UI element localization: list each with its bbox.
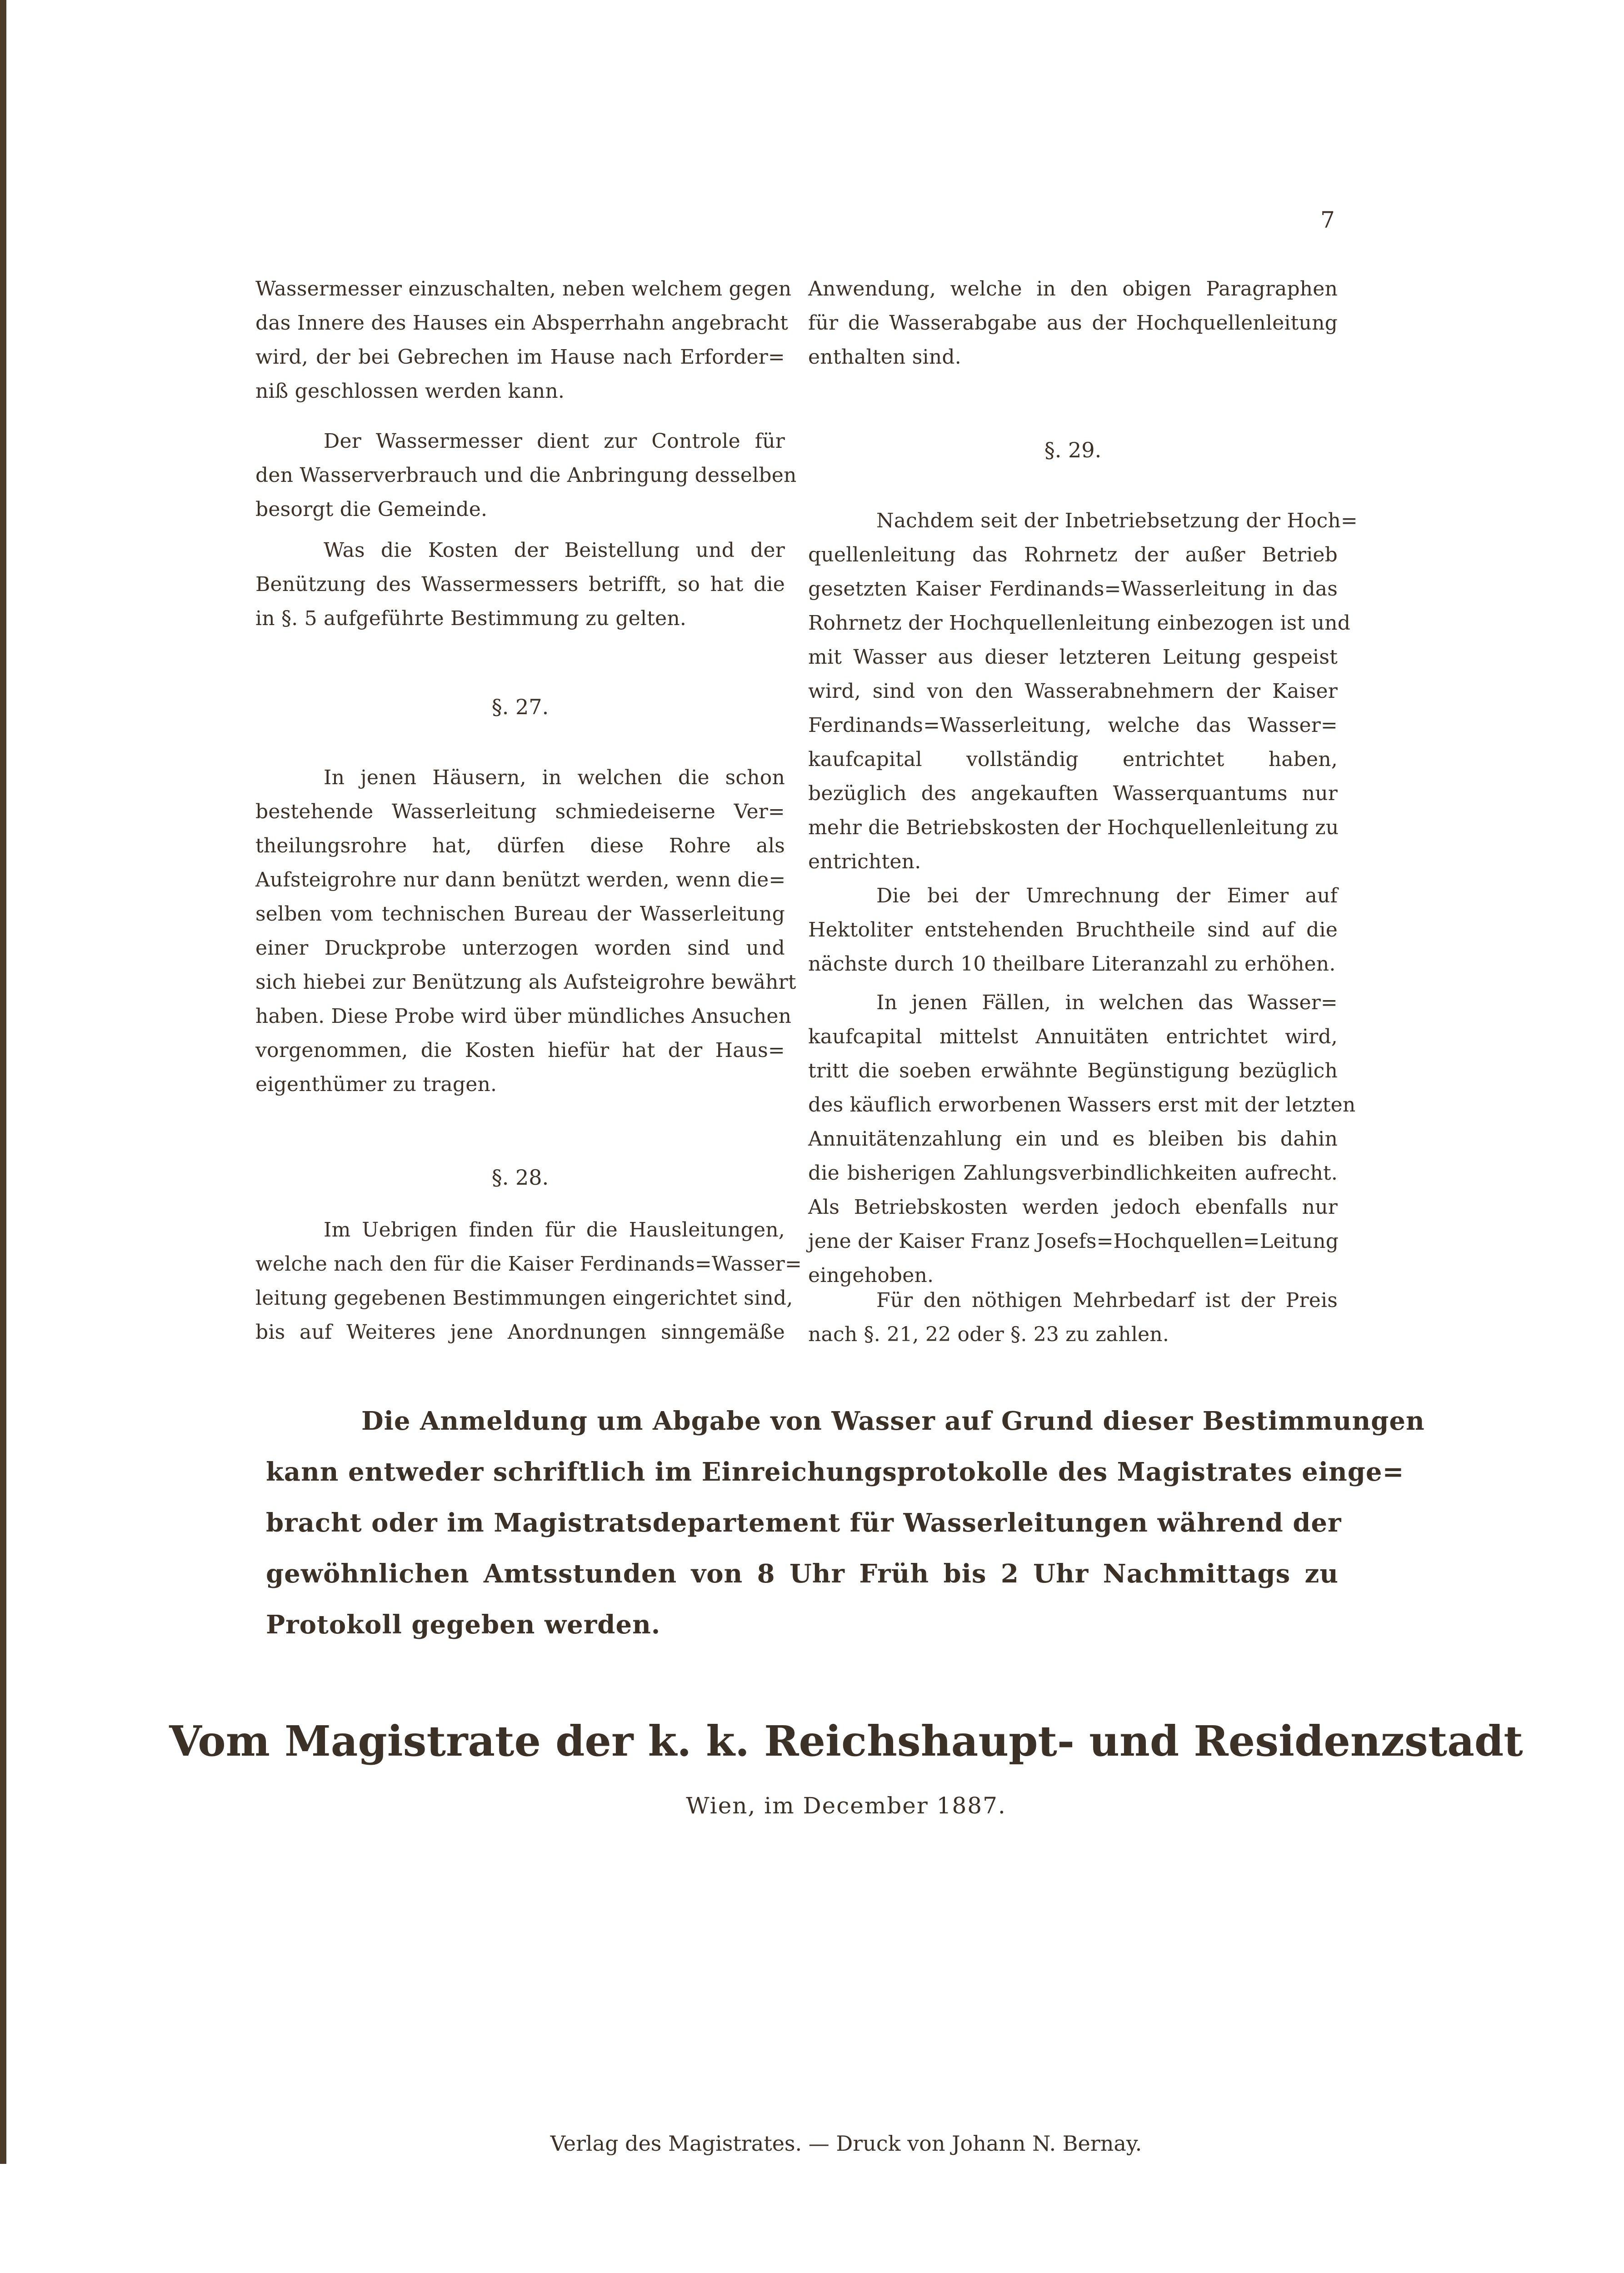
binding-edge [0,0,6,2164]
paragraph [808,986,1356,1292]
text-line: Im Uebrigen finden für die Hausleitungen, [324,1218,785,1242]
text-line: In jenen Fällen, in welchen das Wasser= [876,991,1338,1014]
paragraph [255,761,796,1101]
notice-line: Protokoll gegeben werden. [266,1610,661,1640]
text-line: enthalten sind. [808,345,961,369]
section-heading: §. 29. [1044,438,1102,462]
text-line: mehr die Betriebskosten der Hochquellenleitung zu [808,816,1339,839]
text-line: haben. Diese Probe wird über mündliches Ansuchen [255,1005,792,1028]
paragraph [808,272,1338,374]
text-line: einer Druckprobe unterzogen worden sind und [255,936,785,960]
text-line: theilungsrohre hat, dürfen diese Rohre als [255,834,785,857]
registration-notice [266,1396,1425,1650]
text-line: entrichten. [808,850,921,873]
text-line: Was die Kosten der Beistellung und der [324,539,785,562]
text-line: die bisherigen Zahlungsverbindlichkeiten aufrecht. [808,1162,1338,1185]
text-line: Wassermesser einzuschalten, neben welchem gegen [255,277,792,300]
page-number: 7 [1320,207,1335,233]
text-line: tritt die soeben erwähnte Begünstigung bezüglich [808,1059,1338,1082]
paragraph [255,272,792,408]
text-line: Anwendung, welche in den obigen Paragraphen [808,277,1338,300]
section-heading: §. 27. [491,695,549,719]
text-line: wird, sind von den Wasserabnehmern der Kaiser [808,680,1338,703]
text-line: kaufcapital mittelst Annuitäten entrichtet wird, [808,1025,1338,1048]
text-line: sich hiebei zur Benützung als Aufsteigrohre bewährt [255,971,796,994]
text-line: Als Betriebskosten werden jedoch ebenfalls nur [808,1196,1338,1219]
issuer-title: Vom Magistrate der k. k. Reichshaupt- und Residenzstadt [169,1717,1523,1766]
text-line: quellenleitung das Rohrnetz der außer Betrieb [808,543,1338,566]
text-line: Annuitätenzahlung ein und es bleiben bis dahin [808,1127,1338,1151]
paragraph [808,1283,1338,1352]
paragraph [808,504,1358,879]
text-line: In jenen Häusern, in welchen die schon [324,766,785,789]
text-line: das Innere des Hauses ein Absperrhahn angebracht [255,311,788,335]
text-line: bestehende Wasserleitung schmiedeiserne Ver= [255,800,785,823]
text-line: Aufsteigrohre nur dann benützt werden, wenn die= [255,868,786,891]
text-line: für die Wasserabgabe aus der Hochquellenleitung [808,311,1338,335]
text-line: gesetzten Kaiser Ferdinands=Wasserleitung in das [808,577,1338,601]
text-line: des käuflich erworbenen Wassers erst mit der letzten [808,1093,1356,1116]
notice-line: Die Anmeldung um Abgabe von Wasser auf Grund dieser Bestimmungen [361,1406,1425,1436]
text-line: selben vom technischen Bureau der Wasserleitung [255,902,785,926]
text-line: leitung gegebenen Bestimmungen eingerichtet sind, [255,1287,793,1310]
text-line: wird, der bei Gebrechen im Hause nach Erforder= [255,345,785,369]
text-line: Hektoliter entstehenden Bruchtheile sind auf die [808,918,1338,941]
text-line: niß geschlossen werden kann. [255,380,565,403]
text-line: bis auf Weiteres jene Anordnungen sinngemäße [255,1321,785,1344]
text-line: nächste durch 10 theilbare Literanzahl zu erhöhen. [808,952,1336,976]
paragraph [255,424,797,526]
issue-date: Wien, im December 1887. [686,1792,1006,1819]
text-line: vorgenommen, die Kosten hiefür hat der Haus= [255,1039,785,1062]
text-line: jene der Kaiser Franz Josefs=Hochquellen=Leitung [808,1230,1339,1253]
section-heading: §. 28. [491,1165,549,1190]
text-line: kaufcapital vollständig entrichtet haben, [808,748,1338,771]
text-line: nach §. 21, 22 oder §. 23 zu zahlen. [808,1323,1169,1346]
text-line: mit Wasser aus dieser letzteren Leitung gespeist [808,646,1338,669]
notice-line: bracht oder im Magistratsdepartement für Wasserleitungen während der [266,1508,1342,1538]
text-line: eingehoben. [808,1264,934,1287]
text-line: welche nach den für die Kaiser Ferdinands=Wasser= [255,1252,802,1276]
text-line: eigenthümer zu tragen. [255,1073,497,1096]
text-line: Benützung des Wassermessers betrifft, so hat die [255,573,785,596]
imprint: Verlag des Magistrates. — Druck von Johann N. Bernay. [550,2131,1142,2156]
text-line: Die bei der Umrechnung der Eimer auf [876,884,1338,907]
paragraph [255,1213,802,1349]
text-line: Nachdem seit der Inbetriebsetzung der Hoch= [876,509,1358,532]
paragraph [808,879,1338,981]
paragraph [255,533,785,636]
notice-line: gewöhnlichen Amtsstunden von 8 Uhr Früh bis 2 Uhr Nachmittags zu [266,1559,1339,1589]
text-line: in §. 5 aufgeführte Bestimmung zu gelten. [255,607,687,630]
text-line: Der Wassermesser dient zur Controle für [324,430,785,453]
text-line: bezüglich des angekauften Wasserquantums nur [808,782,1338,805]
notice-line: kann entweder schriftlich im Einreichungsprotokolle des Magistrates einge= [266,1457,1404,1487]
text-line: Für den nöthigen Mehrbedarf ist der Preis [876,1289,1338,1312]
text-line: Rohrnetz der Hochquellenleitung einbezogen ist und [808,611,1351,635]
text-line: den Wasserverbrauch und die Anbringung desselben [255,464,797,487]
text-line: Ferdinands=Wasserleitung, welche das Wasser= [808,714,1338,737]
text-line: besorgt die Gemeinde. [255,498,488,521]
